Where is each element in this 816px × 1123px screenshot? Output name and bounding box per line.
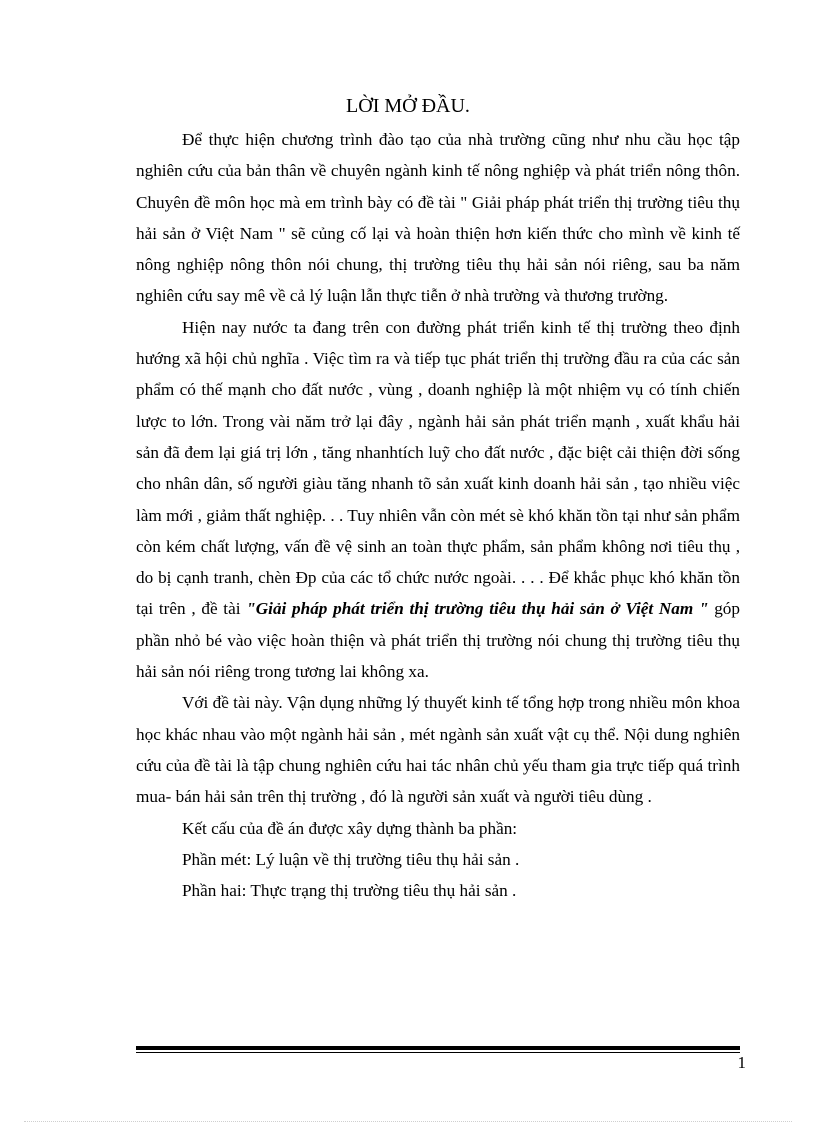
footer-rule-thick [136, 1046, 740, 1050]
paragraph-part-one: Phần mét: Lý luận về thị trường tiêu thụ hải sản . [182, 849, 520, 869]
topic-title-emphasis: "Giải pháp phát triển thị trường tiêu thụ hải sản ở Việt Nam " [246, 599, 709, 619]
document-body [136, 124, 740, 906]
paragraph-research-scope: Với đề tài này. Vận dụng những lý thuyết kinh tế tổng hợp trong nhiều môn khoa học khác nhau vào một ngành hải sản , mét ngành sản xuất vật cụ thể. Nội dung nghiên cứu của đề tài là tập chung nghiên cứu hai tác nhân chủ yếu tham gia trực tiếp quá trình mua- bán hải sản trên thị trường , đó là người sản xuất và người tiêu dùng . [136, 693, 740, 807]
paragraph-current-situation-outro: góp phần nhỏ bé vào việc hoàn thiện và phát triển thị trường nói chung thị trường tiêu thụ hải sản nói riêng trong tương lai không xa. [136, 599, 740, 682]
footer-rule-thin [136, 1052, 740, 1053]
paragraph-current-situation-intro: Hiện nay nước ta đang trên con đường phát triển kinh tế thị trường theo định hướng xã hội chủ nghĩa . Việc tìm ra và tiếp tục phát triển thị trường đầu ra của các sản phẩm có thế mạnh cho đất nước , vùng , doanh nghiệp là một nhiệm vụ có tính chiến lược to lớn. Trong vài năm trở lại đây , ngành hải sản phát triển mạnh , xuất khẩu hải sản đã đem lại giá trị lớn , tăng nhanhtích luỹ cho đất nước , đặc biệt cải thiện đời sống cho nhân dân, số người giàu tăng nhanh tõ sản xuất kinh doanh hải sản , tạo nhiều việc làm mới , giảm thất nghiệp. . . Tuy nhiên vẫn còn mét sè khó khăn tồn tại như sản phẩm còn kém chất lượng, vấn đề vệ sinh an toàn thực phẩm, sản phẩm không nơi tiêu thụ , do bị cạnh tranh, chèn Ðp của các tổ chức nước ngoài. . . . Để khắc phục khó khăn tồn tại trên , đề tài [136, 317, 740, 619]
paragraph-current-situation [136, 312, 740, 688]
page-boundary-dotted [24, 1121, 792, 1122]
paragraph-structure-intro: Kết cấu của đề án được xây dựng thành ba phần: [182, 818, 518, 838]
page-number: 1 [737, 1053, 746, 1072]
paragraph-introduction-purpose: Để thực hiện chương trình đào tạo của nhà trường cũng như nhu cầu học tập nghiên cứu của bản thân về chuyên ngành kinh tế nông nghiệp và phát triển nông thôn. Chuyên đề môn học mà em trình bày có đề tài " Giải pháp phát triển thị trường tiêu thụ hải sản ở Việt Nam " sẽ củng cố lại và hoàn thiện hơn kiến thức cho mình về kinh tế nông nghiệp nông thôn nói chung, thị trường tiêu thụ hải sản nói riêng, sau ba năm nghiên cứu say mê về cả lý luận lẫn thực tiễn ở nhà trường và thương trường. [136, 130, 740, 306]
document-title: LỜI MỞ ĐẦU. [346, 95, 470, 117]
paragraph-part-two: Phần hai: Thực trạng thị trường tiêu thụ hải sản . [182, 881, 517, 901]
